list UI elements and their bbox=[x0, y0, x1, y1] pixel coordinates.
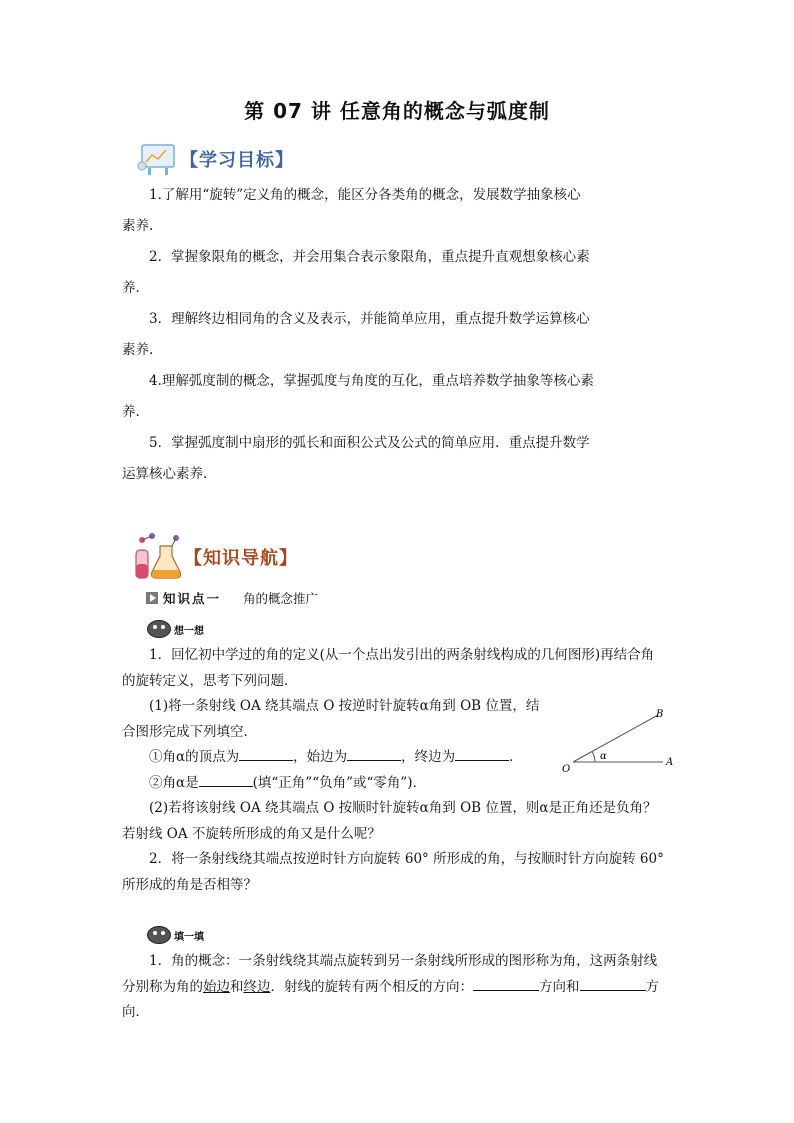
page-title: 第 07 讲 任意角的概念与弧度制 bbox=[244, 99, 550, 123]
direction-blank-1[interactable] bbox=[473, 976, 539, 991]
ray-ob bbox=[573, 715, 658, 762]
q1-line1: 1．回忆初中学过的角的定义(从一个点出发引出的两条射线构成的几何图形)再结合角 bbox=[149, 647, 655, 663]
knowledge-nav-label: 【知识导航】 bbox=[184, 548, 298, 569]
alpha-arc bbox=[592, 752, 595, 763]
q1-line2: 的旋转定义，思考下列问题． bbox=[122, 672, 298, 689]
fill-line2-a: 分别称为角的 bbox=[122, 978, 203, 995]
goal-4-line2: 养. bbox=[122, 404, 140, 420]
knowledge-point-row bbox=[146, 589, 318, 607]
fill-line2-g: 方 bbox=[645, 978, 659, 995]
thinking-face-icon bbox=[147, 620, 171, 638]
knowledge-nav-header bbox=[132, 532, 298, 582]
goal-1-line1: 1.了解用“旋转”定义角的概念，能区分各类角的概念，发展数学抽象核心 bbox=[149, 187, 581, 203]
vertex-blank[interactable] bbox=[239, 746, 293, 761]
learning-goals-header bbox=[136, 142, 294, 176]
angle-figure bbox=[560, 706, 690, 776]
knowledge-point-topic: 角的概念推广 bbox=[243, 591, 319, 606]
q2-line1: 2．将一条射线绕其端点按逆时针方向旋转 60° 所形成的角，与按顺时针方向旋转 60° bbox=[149, 851, 664, 867]
goal-3-line1: 3．理解终边相同角的含义及表示，并能简单应用，重点提升数学运算核心 bbox=[149, 311, 590, 327]
initial-side-term: 始边 bbox=[203, 978, 230, 995]
goal-2-line1: 2．掌握象限角的概念，并会用集合表示象限角，重点提升直观想象核心素 bbox=[149, 249, 590, 265]
label-alpha: α bbox=[600, 751, 607, 762]
fill-b-part2: (填“正角”“负角”或“零角”)． bbox=[252, 774, 427, 791]
think-label: 想一想 bbox=[174, 625, 204, 637]
angle-type-blank[interactable] bbox=[199, 772, 253, 787]
knowledge-point-label: 知识点一 bbox=[163, 591, 222, 606]
goal-4-line1: 4.理解弧度制的概念，掌握弧度与角度的互化，重点培养数学抽象等核心素 bbox=[149, 373, 594, 389]
label-a: A bbox=[666, 757, 674, 768]
fill-line2-e: ．射线的旋转有两个相反的方向： bbox=[270, 978, 473, 995]
fill-line1: 1．角的概念：一条射线绕其端点旋转到另一条射线所形成的图形称为角，这两条射线 bbox=[149, 953, 658, 969]
terminal-side-term: 终边 bbox=[243, 978, 271, 995]
sub1-line1: (1)将一条射线 OA 绕其端点 O 按逆时针旋转α角到 OB 位置，结 bbox=[149, 698, 540, 714]
label-b: B bbox=[656, 709, 664, 720]
q2-line2: 所形成的角是否相等？ bbox=[122, 876, 257, 893]
learning-goals-label: 【学习目标】 bbox=[180, 150, 294, 171]
fill-line2-c: 和 bbox=[230, 978, 244, 995]
fill-header bbox=[147, 926, 204, 944]
play-triangle-icon bbox=[146, 592, 158, 604]
chemistry-flask-icon bbox=[132, 532, 184, 582]
fill-face-icon bbox=[147, 926, 171, 944]
initial-side-blank[interactable] bbox=[347, 746, 401, 761]
goal-5-line1: 5．掌握弧度制中扇形的弧长和面积公式及公式的简单应用．重点提升数学 bbox=[149, 435, 590, 451]
fill-line2 bbox=[122, 975, 682, 1001]
direction-blank-2[interactable] bbox=[580, 976, 646, 991]
goal-2-line2: 养. bbox=[122, 280, 140, 296]
label-o: O bbox=[562, 764, 571, 775]
fill-a-part4: ． bbox=[509, 749, 523, 765]
sub2-line1: (2)若将该射线 OA 绕其端点 O 按顺时针旋转α角到 OB 位置，则α是正角还是负角？ bbox=[149, 800, 657, 816]
fill-label: 填一填 bbox=[174, 931, 204, 943]
goal-1-line2: 素养. bbox=[122, 218, 154, 234]
fill-content bbox=[122, 949, 682, 1026]
fill-b-part1: ②角α是 bbox=[149, 774, 199, 791]
goal-5-line2: 运算核心素养. bbox=[122, 466, 208, 482]
goal-3-line2: 素养. bbox=[122, 342, 154, 358]
sub1-line2: 合图形完成下列填空． bbox=[122, 723, 257, 740]
sub2-line2: 若射线 OA 不旋转所形成的角又是什么呢？ bbox=[122, 825, 381, 842]
learning-goals-list bbox=[122, 180, 682, 490]
fill-a-part3: ，终边为 bbox=[401, 749, 456, 765]
terminal-side-blank[interactable] bbox=[455, 746, 509, 761]
think-header bbox=[147, 620, 204, 638]
fill-line3: 向． bbox=[122, 1004, 149, 1020]
fill-a-part2: ，始边为 bbox=[293, 749, 348, 765]
fill-a-part1: ①角α的顶点为 bbox=[149, 749, 240, 765]
presentation-board-icon bbox=[136, 142, 180, 176]
fill-line2-f: 方向和 bbox=[539, 978, 580, 995]
